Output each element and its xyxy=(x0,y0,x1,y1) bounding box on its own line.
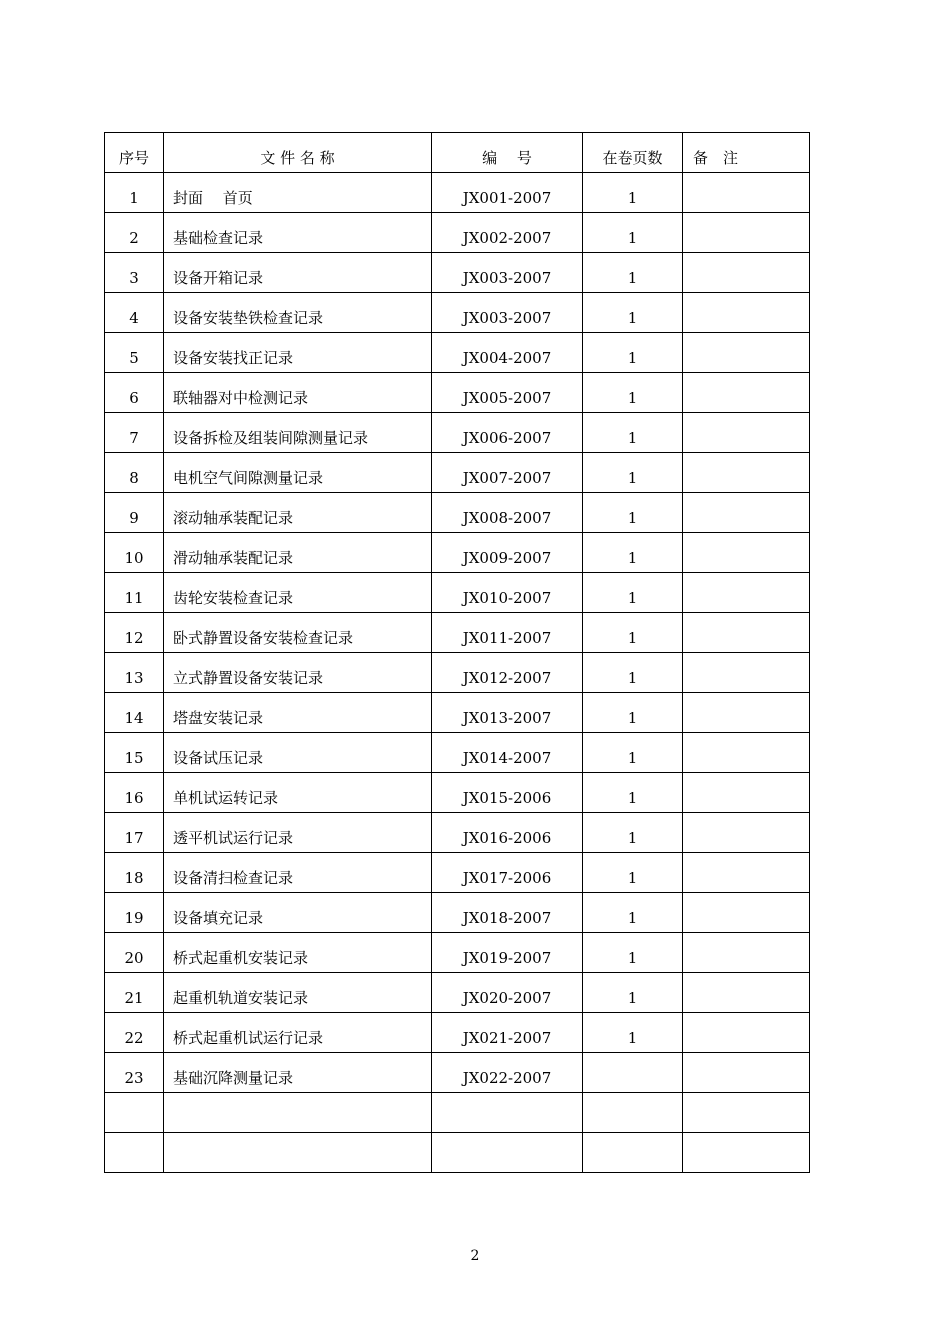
cell-note xyxy=(683,693,810,733)
cell-name: 设备开箱记录 xyxy=(164,253,432,293)
cell-pages: 1 xyxy=(583,933,683,973)
cell-seq: 11 xyxy=(105,573,164,613)
cell-code: JX003-2007 xyxy=(432,253,583,293)
cell-code: JX013-2007 xyxy=(432,693,583,733)
cell-code xyxy=(432,1133,583,1173)
cell-name: 齿轮安装检查记录 xyxy=(164,573,432,613)
cell-name: 桥式起重机安装记录 xyxy=(164,933,432,973)
table-row xyxy=(105,1093,810,1133)
cell-note xyxy=(683,533,810,573)
header-code: 编 号 xyxy=(432,133,583,173)
header-pages: 在卷页数 xyxy=(583,133,683,173)
table-row xyxy=(105,373,810,413)
table-row xyxy=(105,573,810,613)
cell-seq: 7 xyxy=(105,413,164,453)
table-row xyxy=(105,733,810,773)
cell-name xyxy=(164,1133,432,1173)
cell-seq: 17 xyxy=(105,813,164,853)
cell-seq: 21 xyxy=(105,973,164,1013)
cell-name: 设备安装垫铁检查记录 xyxy=(164,293,432,333)
cell-pages: 1 xyxy=(583,1013,683,1053)
cell-pages: 1 xyxy=(583,693,683,733)
cell-seq: 23 xyxy=(105,1053,164,1093)
cell-name: 立式静置设备安装记录 xyxy=(164,653,432,693)
cell-pages xyxy=(583,1133,683,1173)
cell-note xyxy=(683,413,810,453)
table-header-row xyxy=(105,133,810,173)
cell-name: 电机空气间隙测量记录 xyxy=(164,453,432,493)
cell-seq: 22 xyxy=(105,1013,164,1053)
table-row xyxy=(105,1013,810,1053)
cell-seq: 8 xyxy=(105,453,164,493)
cell-seq: 20 xyxy=(105,933,164,973)
cell-pages: 1 xyxy=(583,613,683,653)
cell-name: 封面 首页 xyxy=(164,173,432,213)
cell-note xyxy=(683,773,810,813)
cell-name: 透平机试运行记录 xyxy=(164,813,432,853)
cell-note xyxy=(683,373,810,413)
cell-code: JX020-2007 xyxy=(432,973,583,1013)
cell-name: 卧式静置设备安装检查记录 xyxy=(164,613,432,653)
cell-pages: 1 xyxy=(583,533,683,573)
cell-code: JX015-2006 xyxy=(432,773,583,813)
cell-code: JX006-2007 xyxy=(432,413,583,453)
table-row xyxy=(105,413,810,453)
cell-pages: 1 xyxy=(583,973,683,1013)
cell-pages xyxy=(583,1093,683,1133)
table-row xyxy=(105,1053,810,1093)
cell-pages: 1 xyxy=(583,213,683,253)
cell-seq: 1 xyxy=(105,173,164,213)
cell-seq: 2 xyxy=(105,213,164,253)
cell-code: JX005-2007 xyxy=(432,373,583,413)
cell-note xyxy=(683,173,810,213)
cell-name xyxy=(164,1093,432,1133)
cell-pages: 1 xyxy=(583,333,683,373)
cell-code: JX019-2007 xyxy=(432,933,583,973)
cell-note xyxy=(683,293,810,333)
cell-seq xyxy=(105,1093,164,1133)
table-row xyxy=(105,613,810,653)
cell-seq: 15 xyxy=(105,733,164,773)
cell-name: 基础检查记录 xyxy=(164,213,432,253)
cell-pages: 1 xyxy=(583,493,683,533)
table-row xyxy=(105,1133,810,1173)
cell-pages: 1 xyxy=(583,453,683,493)
cell-note xyxy=(683,333,810,373)
cell-code: JX022-2007 xyxy=(432,1053,583,1093)
cell-note xyxy=(683,733,810,773)
cell-name: 设备拆检及组装间隙测量记录 xyxy=(164,413,432,453)
cell-note xyxy=(683,933,810,973)
cell-name: 设备填充记录 xyxy=(164,893,432,933)
table-row xyxy=(105,653,810,693)
cell-seq: 19 xyxy=(105,893,164,933)
cell-pages: 1 xyxy=(583,893,683,933)
cell-code: JX001-2007 xyxy=(432,173,583,213)
cell-name: 起重机轨道安装记录 xyxy=(164,973,432,1013)
cell-name: 塔盘安装记录 xyxy=(164,693,432,733)
cell-pages: 1 xyxy=(583,413,683,453)
table-row xyxy=(105,453,810,493)
cell-note xyxy=(683,893,810,933)
cell-code: JX018-2007 xyxy=(432,893,583,933)
cell-pages: 1 xyxy=(583,253,683,293)
document-index-table xyxy=(104,132,810,1173)
table-row xyxy=(105,173,810,213)
cell-note xyxy=(683,1133,810,1173)
cell-name: 滑动轴承装配记录 xyxy=(164,533,432,573)
cell-note xyxy=(683,813,810,853)
cell-note xyxy=(683,253,810,293)
cell-seq: 4 xyxy=(105,293,164,333)
cell-seq: 13 xyxy=(105,653,164,693)
cell-note xyxy=(683,213,810,253)
cell-code: JX014-2007 xyxy=(432,733,583,773)
table-row xyxy=(105,213,810,253)
cell-pages: 1 xyxy=(583,373,683,413)
cell-note xyxy=(683,573,810,613)
cell-pages: 1 xyxy=(583,293,683,333)
table-row xyxy=(105,973,810,1013)
cell-code: JX012-2007 xyxy=(432,653,583,693)
table-row xyxy=(105,933,810,973)
cell-note xyxy=(683,973,810,1013)
table-row xyxy=(105,693,810,733)
table-row xyxy=(105,813,810,853)
cell-pages: 1 xyxy=(583,773,683,813)
cell-seq: 10 xyxy=(105,533,164,573)
cell-name: 桥式起重机试运行记录 xyxy=(164,1013,432,1053)
cell-code xyxy=(432,1093,583,1133)
cell-code: JX017-2006 xyxy=(432,853,583,893)
cell-note xyxy=(683,453,810,493)
cell-seq: 18 xyxy=(105,853,164,893)
cell-code: JX008-2007 xyxy=(432,493,583,533)
cell-name: 联轴器对中检测记录 xyxy=(164,373,432,413)
header-name: 文 件 名 称 xyxy=(164,133,432,173)
cell-seq: 5 xyxy=(105,333,164,373)
cell-note xyxy=(683,493,810,533)
table-body xyxy=(105,173,810,1173)
cell-pages: 1 xyxy=(583,853,683,893)
cell-seq: 3 xyxy=(105,253,164,293)
cell-seq xyxy=(105,1133,164,1173)
cell-name: 基础沉降测量记录 xyxy=(164,1053,432,1093)
cell-pages: 1 xyxy=(583,813,683,853)
header-note: 备 注 xyxy=(683,133,810,173)
cell-pages: 1 xyxy=(583,733,683,773)
table-row xyxy=(105,853,810,893)
table-row xyxy=(105,773,810,813)
cell-note xyxy=(683,1013,810,1053)
cell-pages: 1 xyxy=(583,573,683,613)
cell-note xyxy=(683,653,810,693)
cell-code: JX004-2007 xyxy=(432,333,583,373)
cell-code: JX002-2007 xyxy=(432,213,583,253)
cell-name: 单机试运转记录 xyxy=(164,773,432,813)
cell-note xyxy=(683,613,810,653)
cell-seq: 14 xyxy=(105,693,164,733)
table-row xyxy=(105,333,810,373)
cell-note xyxy=(683,1093,810,1133)
cell-name: 滚动轴承装配记录 xyxy=(164,493,432,533)
cell-name: 设备安装找正记录 xyxy=(164,333,432,373)
cell-code: JX007-2007 xyxy=(432,453,583,493)
cell-code: JX016-2006 xyxy=(432,813,583,853)
cell-code: JX011-2007 xyxy=(432,613,583,653)
cell-pages: 1 xyxy=(583,653,683,693)
cell-seq: 9 xyxy=(105,493,164,533)
table-row xyxy=(105,493,810,533)
table-row xyxy=(105,293,810,333)
cell-pages: 1 xyxy=(583,173,683,213)
table-row xyxy=(105,253,810,293)
cell-name: 设备清扫检查记录 xyxy=(164,853,432,893)
cell-code: JX010-2007 xyxy=(432,573,583,613)
header-seq: 序号 xyxy=(105,133,164,173)
cell-code: JX021-2007 xyxy=(432,1013,583,1053)
cell-seq: 12 xyxy=(105,613,164,653)
cell-code: JX009-2007 xyxy=(432,533,583,573)
cell-note xyxy=(683,1053,810,1093)
table-row xyxy=(105,533,810,573)
table-row xyxy=(105,893,810,933)
cell-seq: 16 xyxy=(105,773,164,813)
cell-name: 设备试压记录 xyxy=(164,733,432,773)
cell-code: JX003-2007 xyxy=(432,293,583,333)
cell-note xyxy=(683,853,810,893)
cell-seq: 6 xyxy=(105,373,164,413)
cell-pages xyxy=(583,1053,683,1093)
page-number: 2 xyxy=(470,1248,480,1264)
